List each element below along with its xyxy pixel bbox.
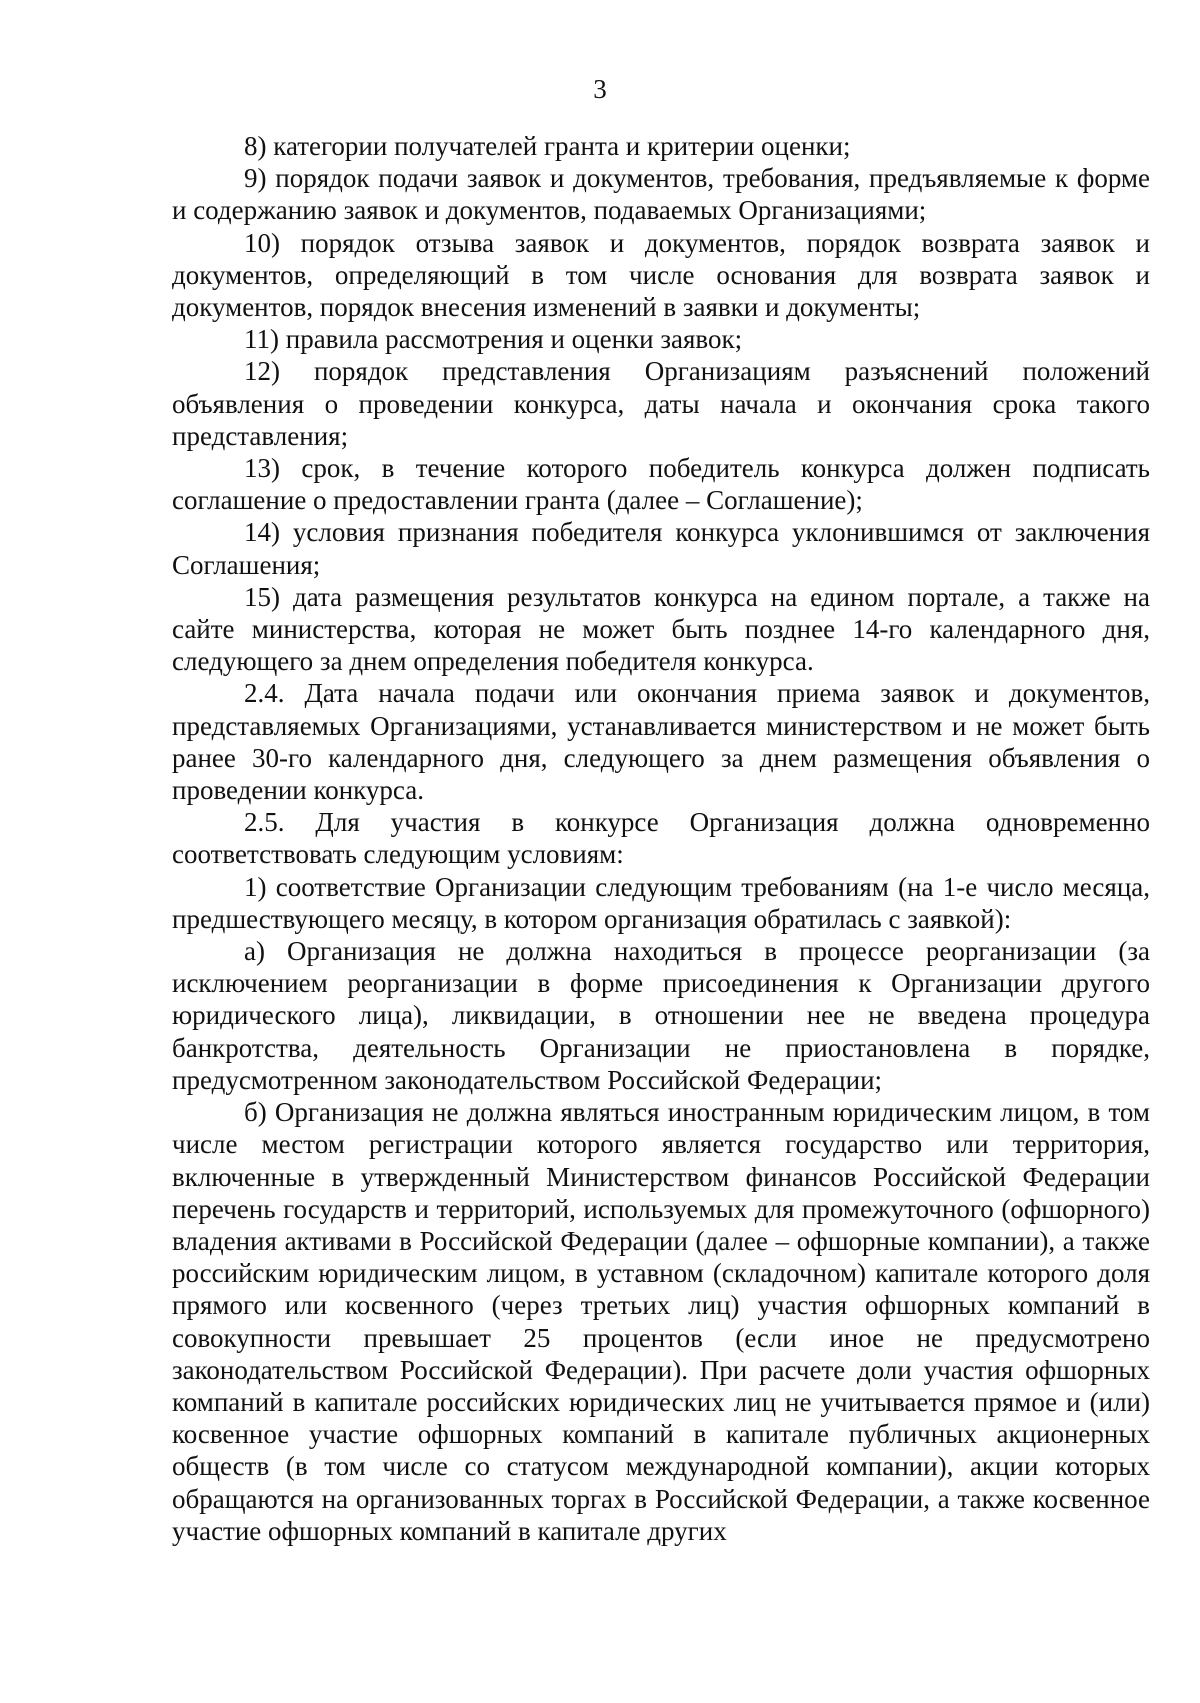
paragraph-item-10: 10) порядок отзыва заявок и документов, порядок возврата заявок и документов, определяющий в том числе основания для возврата заявок и документов, порядок внесения изменений в заявки и документы;	[172, 227, 1150, 323]
paragraph-item-14: 14) условия признания победителя конкурса уклонившимся от заключения Соглашения;	[172, 517, 1150, 580]
paragraph-item-8: 8) категории получателей гранта и критерии оценки;	[244, 131, 851, 161]
paragraph-item-13: 13) срок, в течение которого победитель конкурса должен подписать соглашение о предоставлении гранта (далее – Соглашение);	[172, 453, 1150, 516]
paragraph-item-12: 12) порядок представления Организациям разъяснений положений объявления о проведении конкурса, даты начала и окончания срока такого представления;	[172, 356, 1150, 451]
document-body	[172, 130, 1150, 1547]
paragraph-condition-1: 1) соответствие Организации следующим требованиям (на 1-е число месяца, предшествующего месяцу, в котором организация обратилась с заявкой):	[172, 871, 1150, 934]
paragraph-condition-a: а) Организация не должна находиться в процессе реорганизации (за исключением реорганизации в форме присоединения к Организации другого юридического лица), ликвидации, в отношении нее не введена процедура банкротства, деятельность Организации не приостановлена в порядке, предусмотренном законодательством Российской Федерации;	[172, 936, 1150, 1095]
paragraph-condition-b: б) Организация не должна являться иностранным юридическим лицом, в том числе местом регистрации которого является государство или территория, включенные в утвержденный Министерством финансов Российской Федерации перечень государств и территорий, используемых для промежуточного (офшорного) владения активами в Российской Федерации (далее – офшорные компании), а также российским юридическим лицом, в уставном (складочном) капитале которого доля прямого или косвенного (через третьих лиц) участия офшорных компаний в совокупности превышает 25 процентов (если иное не предусмотрено законодательством Российской Федерации). При расчете доли участия офшорных компаний в капитале российских юридических лиц не учитывается прямое и (или) косвенное участие офшорных компаний в капитале публичных акционерных обществ (в том числе со статусом международной компании), акции которых обращаются на организованных торгах в Российской Федерации, а также косвенное участие офшорных компаний в капитале других	[172, 1097, 1150, 1546]
paragraph-item-15: 15) дата размещения результатов конкурса на едином портале, а также на сайте министерства, которая не может быть позднее 14-го календарного дня, следующего за днем определения победителя конкурса.	[172, 581, 1150, 677]
paragraph-item-11: 11) правила рассмотрения и оценки заявок;	[244, 324, 743, 355]
paragraph-item-9: 9) порядок подачи заявок и документов, требования, предъявляемые к форме и содержанию заявок и документов, подаваемых Организациями;	[172, 163, 1150, 226]
page-number: 3	[593, 74, 607, 104]
paragraph-section-2-4: 2.4. Дата начала подачи или окончания приема заявок и документов, представляемых Организациями, устанавливается министерством и не может быть ранее 30-го календарного дня, следующего за днем размещения объявления о проведении конкурса.	[172, 678, 1150, 806]
paragraph-section-2-5: 2.5. Для участия в конкурсе Организация должна одновременно соответствовать следующим условиям:	[172, 807, 1150, 870]
